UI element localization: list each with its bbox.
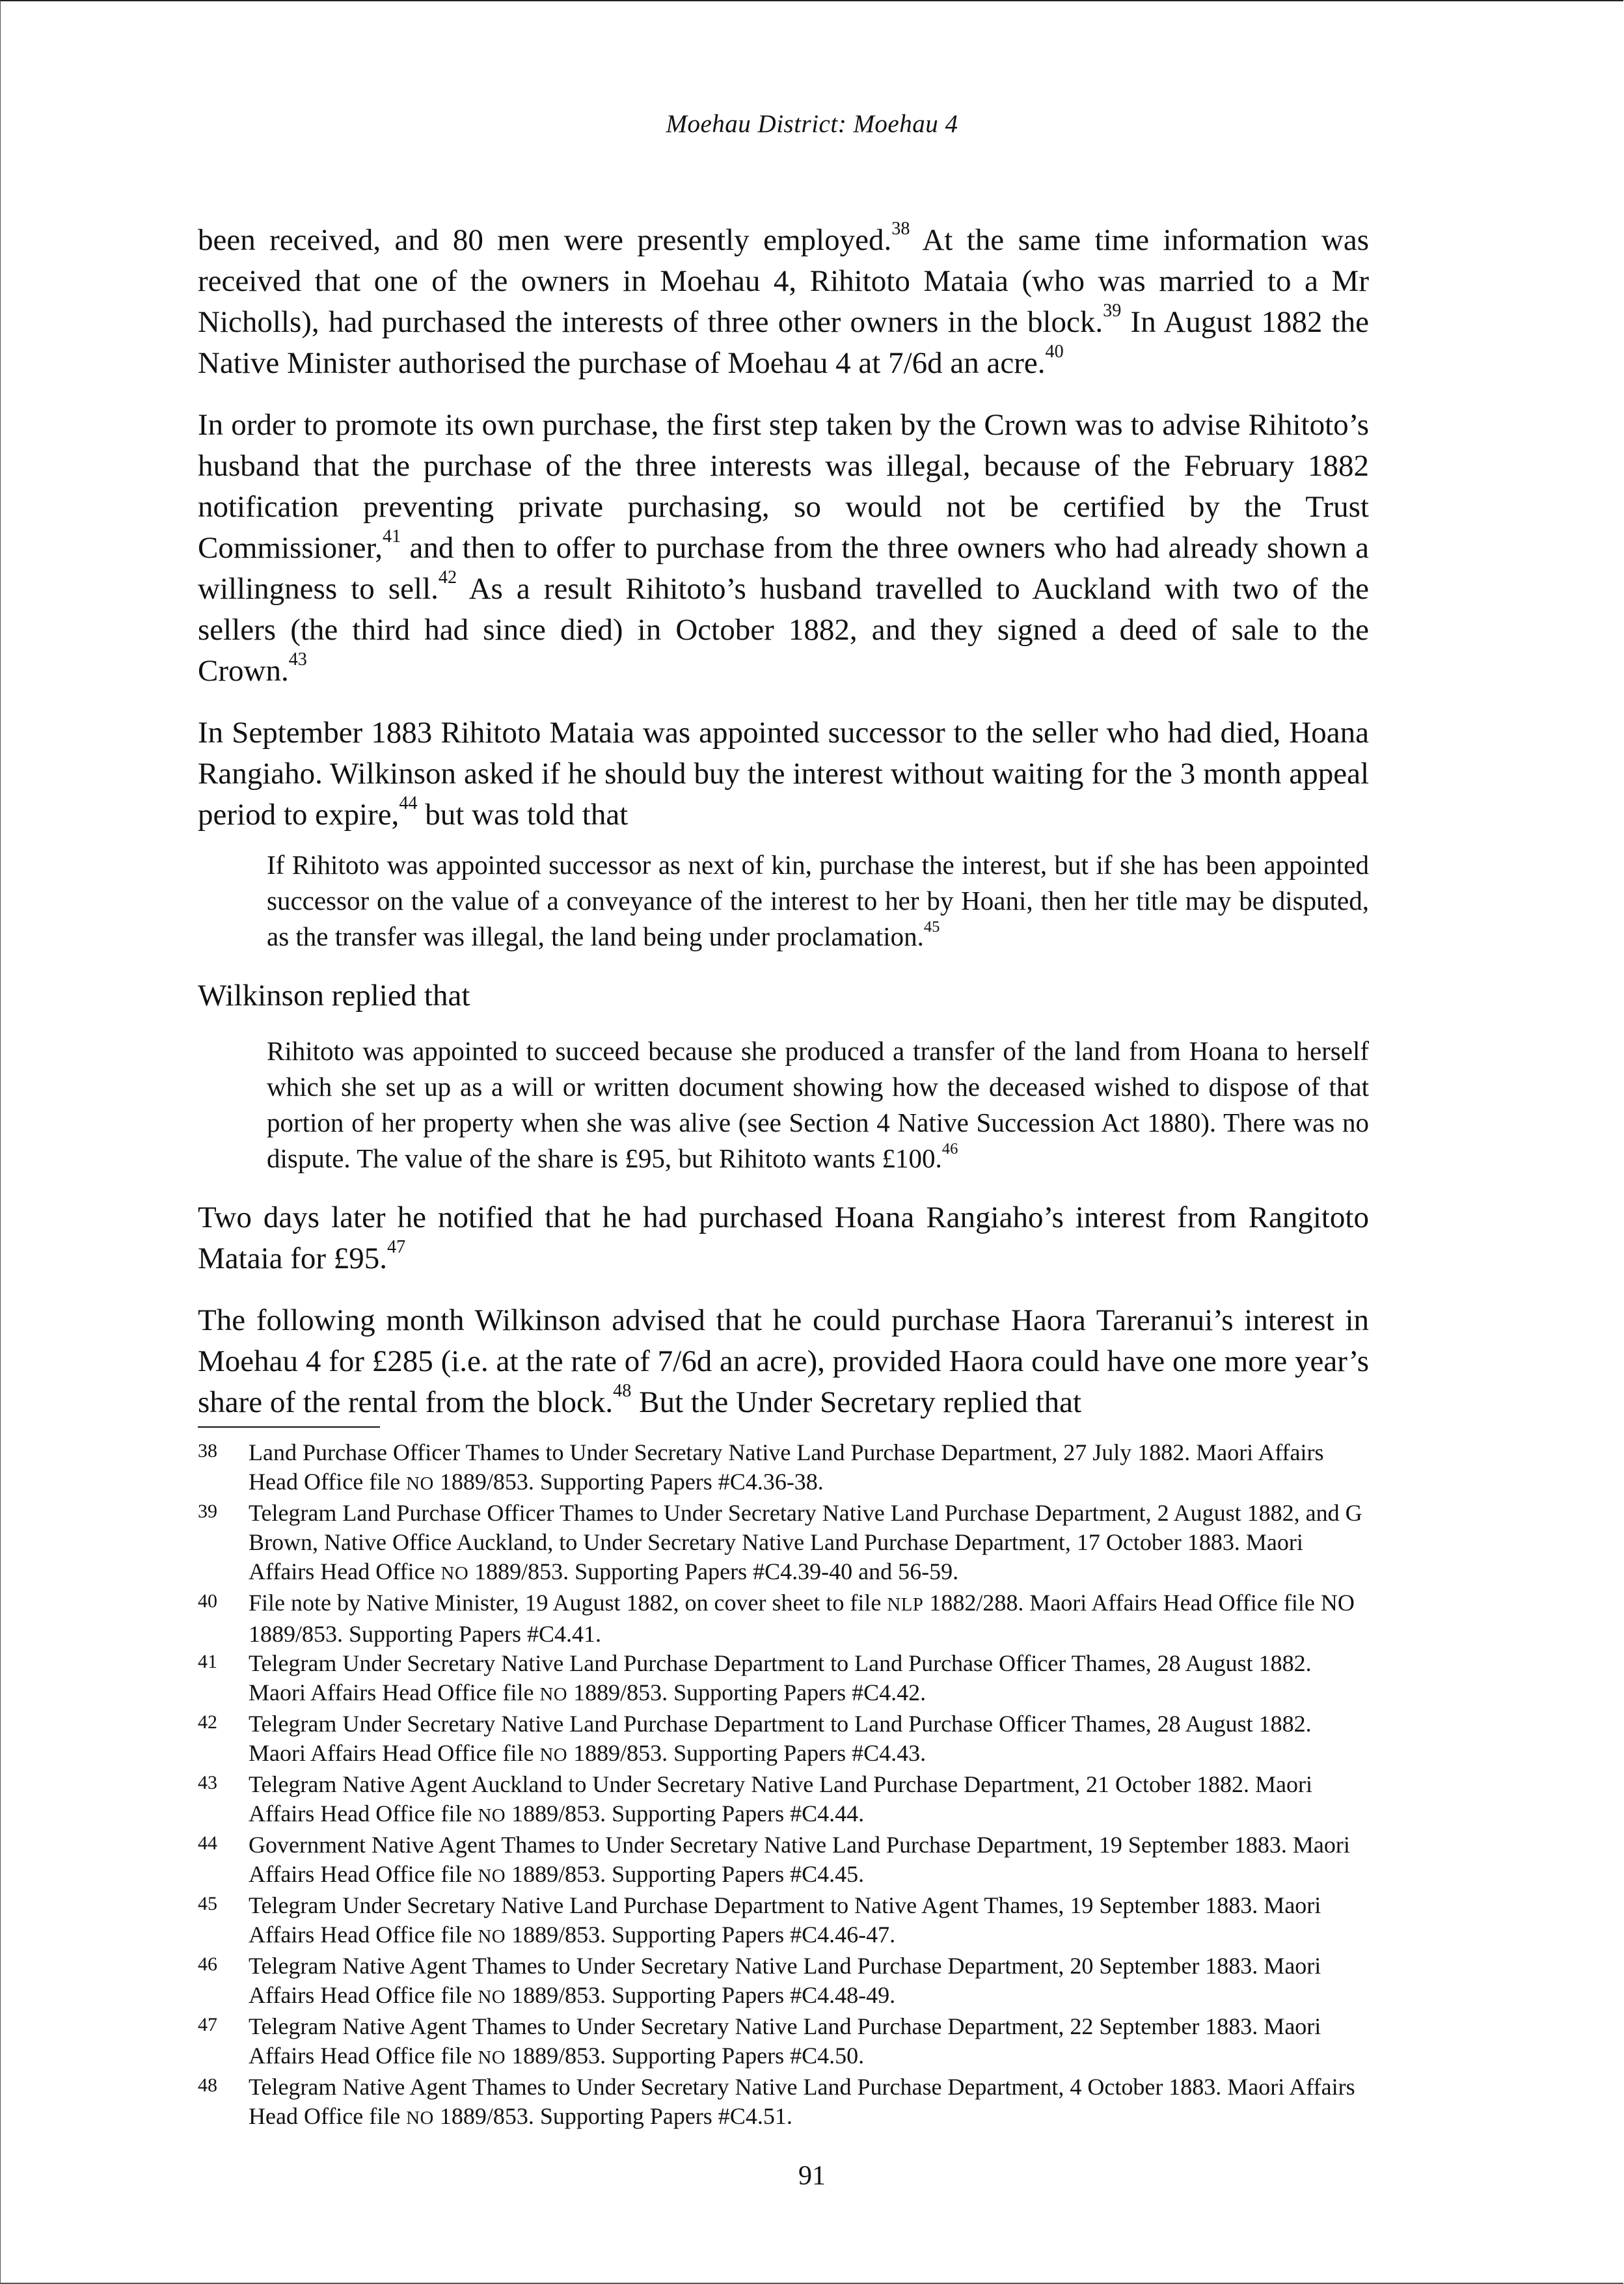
- footnote-text: [249, 1891, 1369, 1951]
- footnote-ref[interactable]: 40: [1045, 342, 1064, 362]
- footnote-text-part: Telegram Under Secretary Native Land Purchase Department to Land Purchase Officer Thames, 28 August 1882. Maori Affairs Head Office file: [249, 1711, 1312, 1766]
- footnote-40: [198, 1588, 1369, 1649]
- footnote-number: 47: [198, 2014, 217, 2035]
- footnote-47: [198, 2012, 1369, 2073]
- footnote-number: 46: [198, 1953, 217, 1975]
- block-quote-2: [267, 1033, 1369, 1176]
- footnote-abbrev: NO: [406, 1473, 434, 1494]
- quote-text: Rihitoto was appointed to succeed because she produced a transfer of the land from Hoana to herself which she set up as a will or written document showing how the deceased wished to dispose of that portion of her property when she was alive (see Section 4 Native Succession Act 1880). There was no dispute. The value of the share is £95, but Rihitoto wants £100.: [267, 1036, 1369, 1173]
- footnote-abbrev: NO: [478, 1987, 506, 2007]
- footnote-number: 48: [198, 2074, 217, 2096]
- footnote-38: [198, 1438, 1369, 1499]
- paragraph-text: As a result Rihitoto’s husband travelled to Auckland with two of the sellers (the third had since died) in October 1882, and they signed a deed of sale to the Crown.: [198, 572, 1369, 688]
- paragraph-text: In September 1883 Rihitoto Mataia was appointed successor to the seller who had died, Hoana Rangiaho. Wilkinson asked if he should buy the interest without waiting for the 3 month appeal period to expire,: [198, 716, 1369, 832]
- footnote-text-part: 1889/853. Supporting Papers #C4.51.: [433, 2103, 792, 2129]
- footnote-ref[interactable]: 43: [288, 649, 307, 670]
- footnote-ref[interactable]: 48: [613, 1381, 632, 1402]
- footnote-text-part: Telegram Under Secretary Native Land Purchase Department to Native Agent Thames, 19 September 1883. Maori Affairs Head Office file: [249, 1892, 1321, 1948]
- footnote-abbrev: NO: [478, 2047, 506, 2068]
- footnote-46: [198, 1951, 1369, 2012]
- footnote-text-part: Telegram Native Agent Auckland to Under Secretary Native Land Purchase Department, 21 October 1882. Maori Affairs Head Office file: [249, 1771, 1312, 1827]
- paragraph-1: [198, 220, 1369, 384]
- footnote-text-part: 1889/853. Supporting Papers #C4.45.: [506, 1861, 865, 1887]
- footnote-abbrev: NO: [539, 1745, 568, 1765]
- paragraph-text: In August 1882 the Native Minister authorised the purchase of Moehau 4 at 7/6d an acre.: [198, 305, 1369, 380]
- page-number: 91: [798, 2161, 826, 2191]
- paragraph-5: [198, 1300, 1369, 1423]
- footnote-44: [198, 1830, 1369, 1891]
- footnote-text-part: 1889/853. Supporting Papers #C4.46-47.: [506, 1922, 896, 1948]
- footnote-abbrev: NO: [478, 1926, 506, 1947]
- footnote-text: [249, 1438, 1369, 1499]
- footnote-text-part: Telegram Native Agent Thames to Under Secretary Native Land Purchase Department, 22 September 1883. Maori Affairs Head Office file: [249, 2013, 1321, 2069]
- footnote-number: 40: [198, 1590, 217, 1612]
- block-quote-1: [267, 847, 1369, 955]
- footnote-text-part: File note by Native Minister, 19 August 1882, on cover sheet to file: [249, 1590, 887, 1616]
- footnote-text-part: Telegram Land Purchase Officer Thames to Under Secretary Native Land Purchase Department, 2 August 1882, and G Brown, Native Office Auckland, to Under Secretary Native Land Purchase Department, 17 October 1883. Maori Affairs Head Office: [249, 1500, 1362, 1584]
- footnote-text-part: 1889/853. Supporting Papers #C4.36-38.: [433, 1469, 824, 1495]
- footnote-text: [249, 2012, 1369, 2073]
- footnote-text-part: 1889/853. Supporting Papers #C4.43.: [567, 1740, 927, 1766]
- footnote-text-part: 1889/853. Supporting Papers #C4.44.: [506, 1801, 865, 1827]
- footnote-ref[interactable]: 46: [941, 1140, 958, 1158]
- footnote-text: [249, 1499, 1369, 1588]
- footnote-number: 39: [198, 1501, 217, 1522]
- footnote-41: [198, 1649, 1369, 1709]
- footnote-text-part: Land Purchase Officer Thames to Under Secretary Native Land Purchase Department, 27 July 1882. Maori Affairs Head Office file: [249, 1439, 1324, 1495]
- footnote-text: [249, 1770, 1369, 1830]
- paragraph-3: [198, 713, 1369, 836]
- footnote-text-part: Telegram Native Agent Thames to Under Secretary Native Land Purchase Department, 20 September 1883. Maori Affairs Head Office file: [249, 1953, 1321, 2008]
- footnote-text: [249, 1830, 1369, 1891]
- footnote-abbrev: NO: [478, 1805, 506, 1826]
- footnote-abbrev: NLP: [887, 1594, 924, 1615]
- footnote-number: 41: [198, 1651, 217, 1672]
- footnote-ref[interactable]: 45: [923, 918, 940, 936]
- footnote-text-part: 1889/853. Supporting Papers #C4.50.: [506, 2043, 865, 2069]
- paragraph-4: [198, 1197, 1369, 1279]
- footnote-text: [249, 2073, 1369, 2133]
- footnote-abbrev: NO: [539, 1684, 568, 1705]
- quote-text: If Rihitoto was appointed successor as next of kin, purchase the interest, but if she has been appointed successor on the value of a conveyance of the interest to her by Hoani, then her title may be disputed, as the transfer was illegal, the land being under proclamation.: [267, 850, 1369, 951]
- footnote-text-part: 1889/853. Supporting Papers #C4.42.: [567, 1679, 927, 1706]
- footnote-43: [198, 1770, 1369, 1830]
- footnote-ref[interactable]: 38: [891, 219, 910, 239]
- footnote-number: 38: [198, 1440, 217, 1461]
- paragraph-text: In order to promote its own purchase, the first step taken by the Crown was to advise Rihitoto’s husband that the purchase of the three interests was illegal, because of the February 1882 notification preventing private purchasing, so would not be certified by the Trust Commissioner,: [198, 408, 1369, 565]
- paragraph-text: The following month Wilkinson advised that he could purchase Haora Tareranui’s interest in Moehau 4 for £285 (i.e. at the rate of 7/6d an acre), provided Haora could have one more year’s share of the rental from the block.: [198, 1303, 1369, 1419]
- footnote-abbrev: NO: [440, 1563, 469, 1584]
- footnote-39: [198, 1499, 1369, 1588]
- footnote-text-part: Government Native Agent Thames to Under Secretary Native Land Purchase Department, 19 September 1883. Maori Affairs Head Office file: [249, 1832, 1350, 1887]
- footnote-ref[interactable]: 47: [387, 1237, 406, 1258]
- paragraph-text: Two days later he notified that he had purchased Hoana Rangiaho’s interest from Rangitoto Mataia for £95.: [198, 1201, 1369, 1275]
- footnote-number: 43: [198, 1772, 217, 1793]
- footnotes: [198, 1438, 1369, 2133]
- body-text: [198, 220, 1369, 1444]
- footnote-text-part: 1889/853. Supporting Papers #C4.39-40 and 56-59.: [468, 1558, 959, 1584]
- footnote-number: 45: [198, 1893, 217, 1914]
- footnote-text: [249, 1951, 1369, 2012]
- paragraph-text: and then to offer to purchase from the three owners who had already shown a willingness to sell.: [198, 531, 1369, 606]
- footnote-text: [249, 1649, 1369, 1709]
- paragraph-text: been received, and 80 men were presently employed.: [198, 223, 892, 257]
- paragraph-2: [198, 405, 1369, 692]
- paragraph-text: At the same time information was received that one of the owners in Moehau 4, Rihitoto Mataia (who was married to a Mr Nicholls), had purchased the interests of three other owners in the block.: [198, 223, 1370, 339]
- footnote-42: [198, 1709, 1369, 1770]
- footnote-ref[interactable]: 39: [1103, 301, 1122, 321]
- footnote-text-part: Telegram Native Agent Thames to Under Secretary Native Land Purchase Department, 4 October 1883. Maori Affairs Head Office file: [249, 2074, 1355, 2129]
- footnote-text-part: Telegram Under Secretary Native Land Purchase Department to Land Purchase Officer Thames, 28 August 1882. Maori Affairs Head Office file: [249, 1650, 1312, 1706]
- footnote-ref[interactable]: 44: [399, 793, 418, 814]
- footnote-abbrev: NO: [478, 1866, 506, 1886]
- footnote-text: [249, 1709, 1369, 1770]
- paragraph-text: But the Under Secretary replied that: [631, 1385, 1082, 1419]
- footnote-number: 42: [198, 1711, 217, 1733]
- footnote-text-part: 1889/853. Supporting Papers #C4.48-49.: [506, 1982, 896, 2008]
- footnote-ref[interactable]: 41: [383, 526, 401, 547]
- footnote-text-part: 1882/288. Maori Affairs Head Office file NO 1889/853. Supporting Papers #C4.41.: [249, 1590, 1355, 1647]
- running-head: Moehau District: Moehau 4: [666, 110, 958, 138]
- footnote-48: [198, 2073, 1369, 2133]
- footnote-45: [198, 1891, 1369, 1951]
- paragraph-text: but was told that: [417, 798, 629, 832]
- footnote-text: [249, 1588, 1369, 1649]
- footnote-divider: [198, 1426, 380, 1428]
- footnote-number: 44: [198, 1832, 217, 1854]
- footnote-abbrev: NO: [406, 2108, 434, 2128]
- quote-intro: Wilkinson replied that: [198, 979, 470, 1013]
- footnote-ref[interactable]: 42: [438, 567, 457, 588]
